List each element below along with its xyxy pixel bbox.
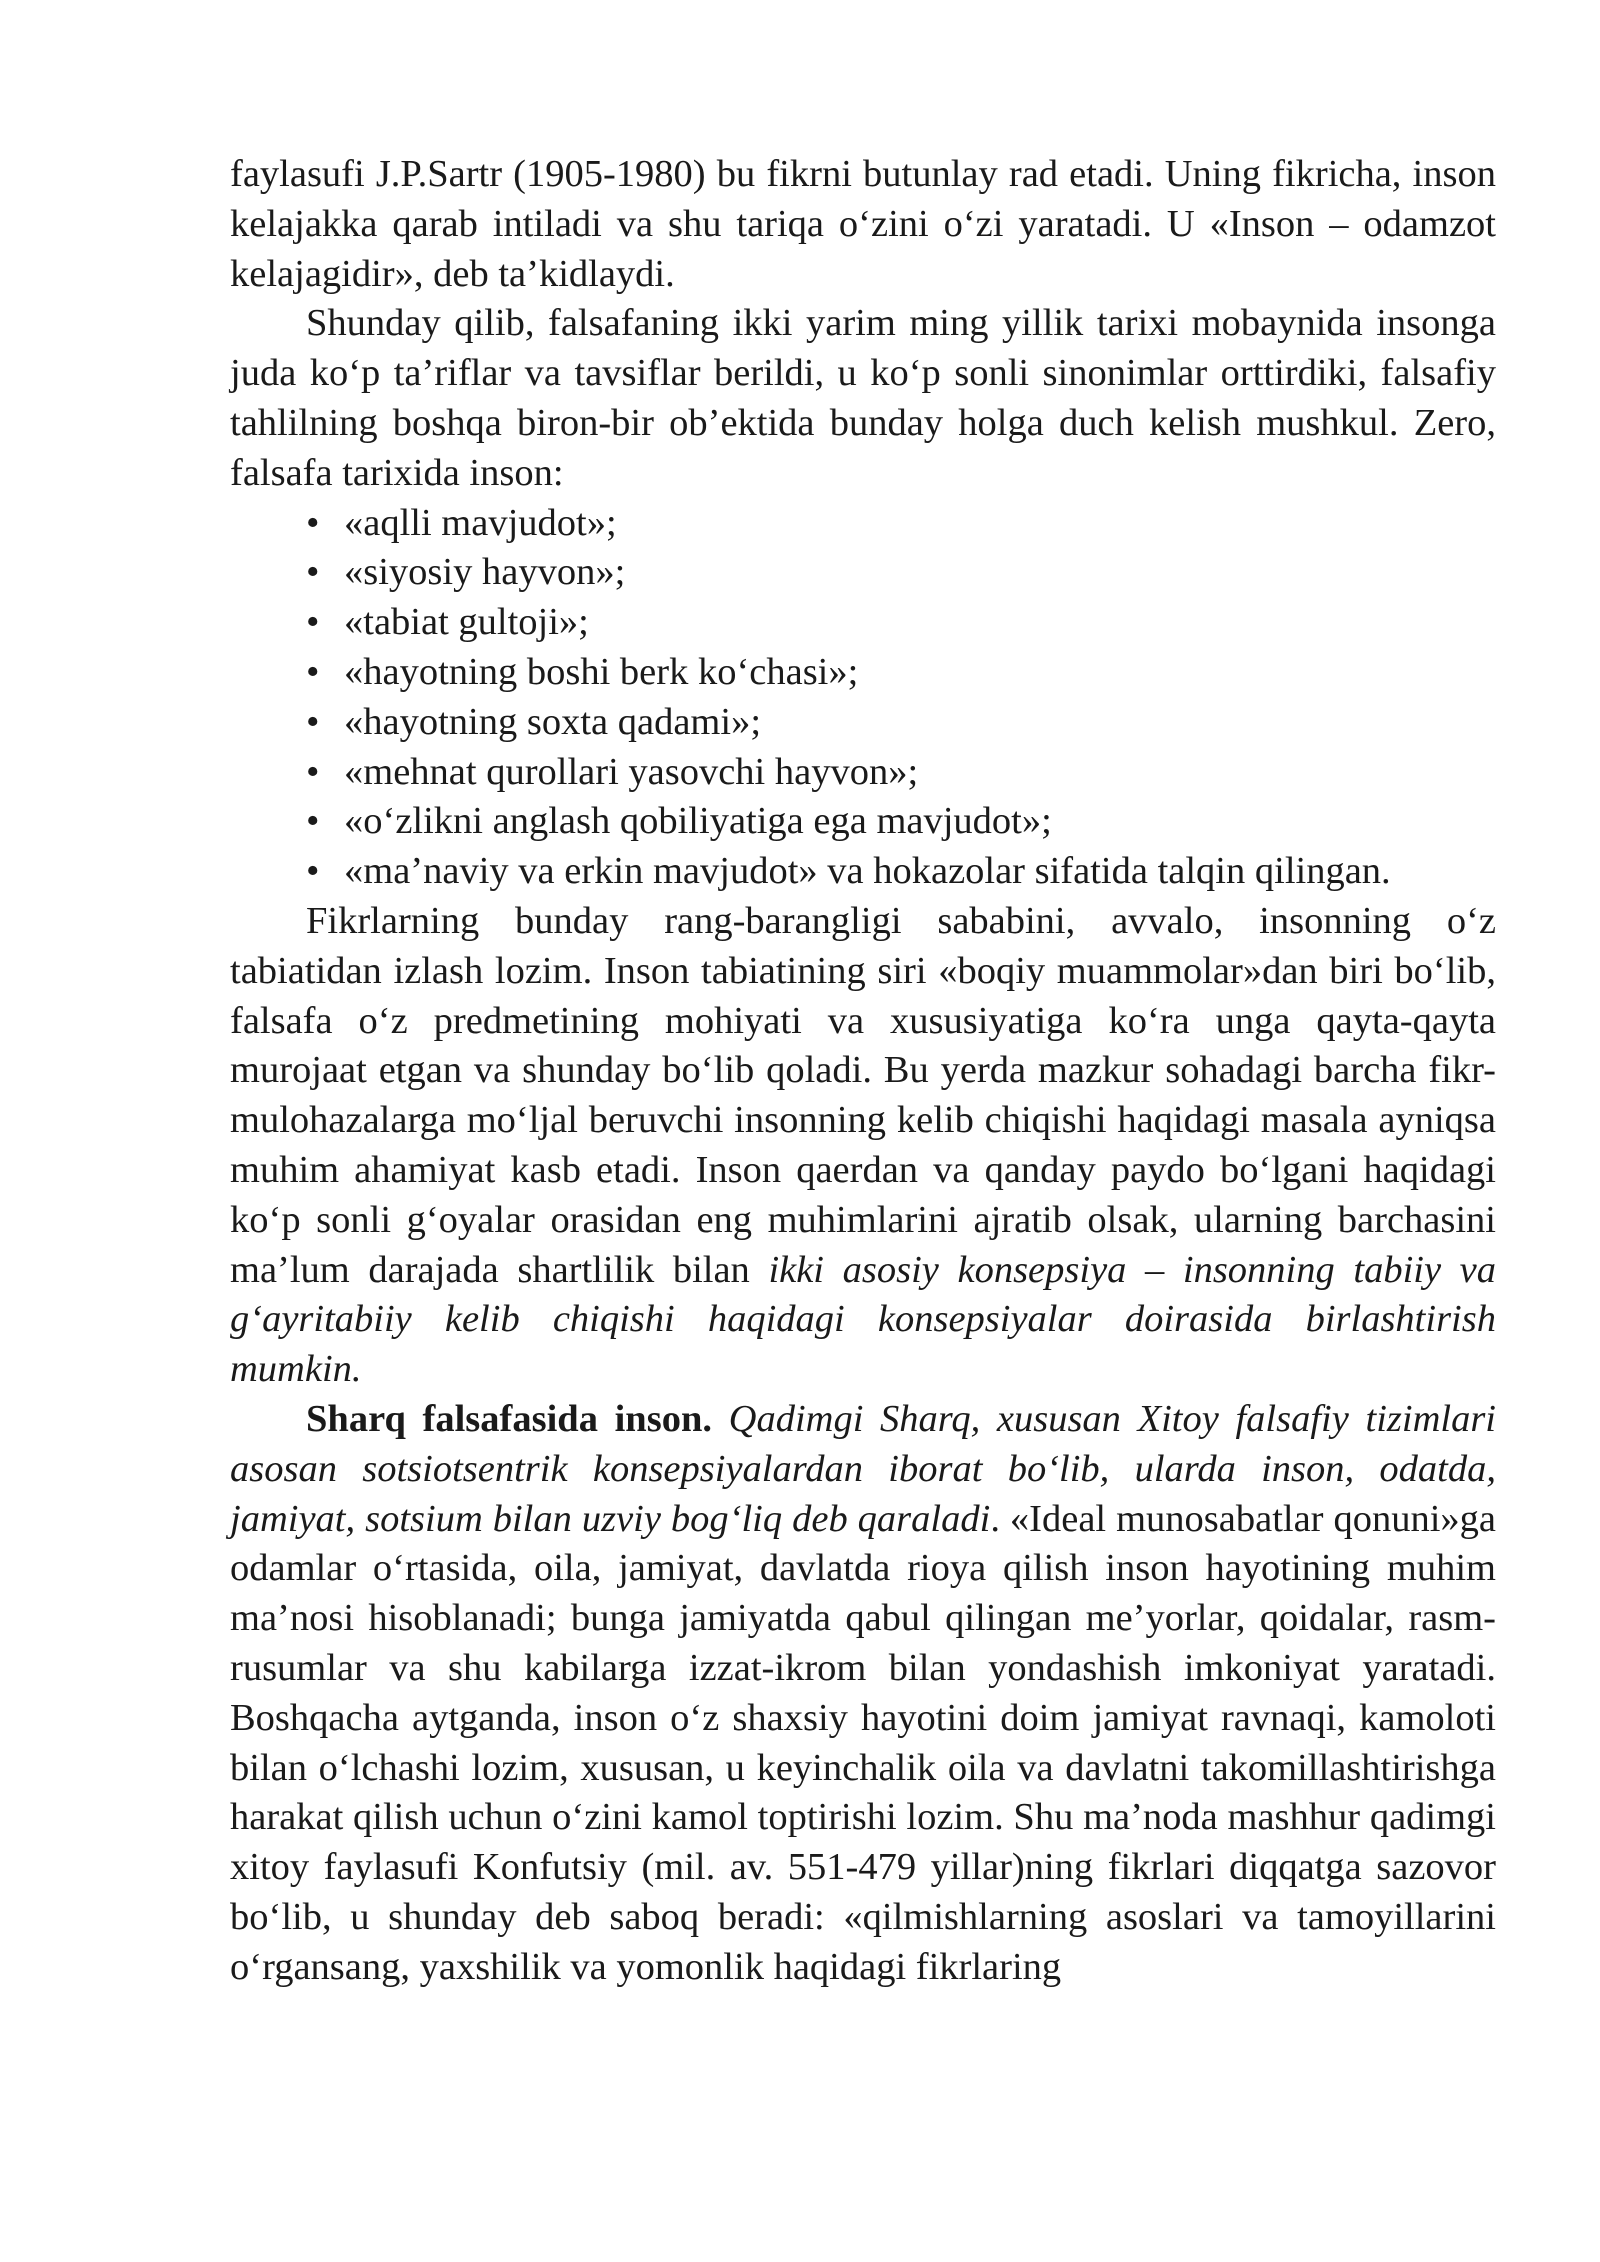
bullet-icon: • — [306, 501, 320, 544]
section-heading: Sharq falsafasida inson. — [306, 1397, 712, 1440]
list-item-text: «siyosiy hayvon»; — [344, 551, 626, 594]
list-item — [230, 548, 1496, 598]
list-item — [230, 598, 1496, 648]
list-item-text: «hayotning boshi berk ko‘chasi»; — [344, 650, 859, 693]
paragraph-human-nature — [230, 897, 1496, 1395]
paragraph-text: Fikrlarning bunday rang-barangligi sababini, avvalo, insonning o‘z tabiatidan izlash lozim. Inson tabiatining siri «boqiy muammolar»dan biri bo‘lib, falsafa o‘z predmetining mohiyati va xususiyatiga ko‘ra unga qayta-qayta murojaat etgan va shunday bo‘lib qoladi. Bu yerda mazkur sohadagi barcha fikr-mulohazalarga mo‘ljal beruvchi insonning kelib chiqishi haqidagi masala ayniqsa muhim ahamiyat kasb etadi. Inson qaerdan va qanday paydo bo‘lgani haqidagi ko‘p sonli g‘oyalar orasidan eng muhimlarini ajratib olsak, ularning barchasini ma’lum darajada shartlilik bilan — [230, 899, 1496, 1291]
list-item — [230, 698, 1496, 748]
paragraph-emphasis: ikki asosiy konsepsiya – insonning tabiiy va g‘ayritabiiy kelib chiqishi haqidagi konsepsiyalar doirasida birlashtirish mumkin. — [230, 1248, 1496, 1391]
list-item — [230, 797, 1496, 847]
paragraph-text: . «Ideal munosabatlar qonuni»ga odamlar o‘rtasida, oila, jamiyat, davlatda rioya qilish inson hayotining muhim ma’nosi hisoblanadi; bunga jamiyatda qabul qilingan me’yorlar, qoidalar, rasm-rusumlar va shu kabilarga izzat-ikrom bilan yondashish imkoniyat yaratadi. Boshqacha aytganda, inson o‘z shaxsiy hayotini doim jamiyat ravnaqi, kamoloti bilan o‘lchashi lozim, xususan, u keyinchalik oila va davlatni takomillashtirishga harakat qilish uchun o‘zini kamol toptirishi lozim. Shu ma’noda mashhur qadimgi xitoy faylasufi Konfutsiy (mil. av. 551-479 yillar)ning fikrlari diqqatga sazovor bo‘lib, u shunday deb saboq beradi: «qilmishlarning asoslari va tamoyillarini o‘rgansang, yaxshilik va yomonlik haqidagi fikrlaring — [230, 1497, 1497, 1988]
bullet-icon: • — [306, 750, 320, 793]
paragraph-sartr: faylasufi J.P.Sartr (1905-1980) bu fikrni butunlay rad etadi. Uning fikricha, inson kelajakka qarab intiladi va shu tariqa o‘zini o‘zi yaratadi. U «Inson – odamzot kelajagidir», deb ta’kidlaydi. — [230, 153, 1496, 295]
list-item — [230, 748, 1496, 798]
document-page — [230, 150, 1496, 1992]
paragraph-emphasis: Qadimgi Sharq, xususan Xitoy falsafiy tizimlari asosan sotsiotsentrik konsepsiyalardan iborat bo‘lib, ularda inson, odatda, jamiyat, sotsium bilan uzviy bog‘liq deb qaraladi — [230, 1397, 1497, 1540]
list-item — [230, 847, 1496, 897]
list-item-text: «o‘zlikni anglash qobiliyatiga ega mavjudot»; — [344, 800, 1052, 843]
bullet-icon: • — [306, 551, 320, 594]
list-item-text: «hayotning soxta qadami»; — [344, 700, 762, 743]
list-item-text: «mehnat qurollari yasovchi hayvon»; — [344, 750, 919, 793]
list-item-text: «aqlli mavjudot»; — [344, 501, 617, 544]
definitions-list — [230, 499, 1496, 897]
bullet-icon: • — [306, 650, 320, 693]
paragraph-definitions-intro: Shunday qilib, falsafaning ikki yarim ming yillik tarixi mobaynida insonga juda ko‘p ta’riflar va tavsiflar berildi, u ko‘p sonli sinonimlar orttirdiki, falsafiy tahlilning boshqa biron-bir ob’ektida bunday holga duch kelish mushkul. Zero, falsafa tarixida inson: — [230, 302, 1496, 494]
list-item — [230, 648, 1496, 698]
bullet-icon: • — [306, 800, 320, 843]
bullet-icon: • — [306, 700, 320, 743]
bullet-icon: • — [306, 850, 320, 893]
list-item-text: «ma’naviy va erkin mavjudot» va hokazolar sifatida talqin qilingan. — [344, 850, 1391, 893]
paragraph-eastern-philosophy — [230, 1395, 1496, 1993]
list-item — [230, 499, 1496, 549]
bullet-icon: • — [306, 601, 320, 644]
list-item-text: «tabiat gultoji»; — [344, 601, 589, 644]
